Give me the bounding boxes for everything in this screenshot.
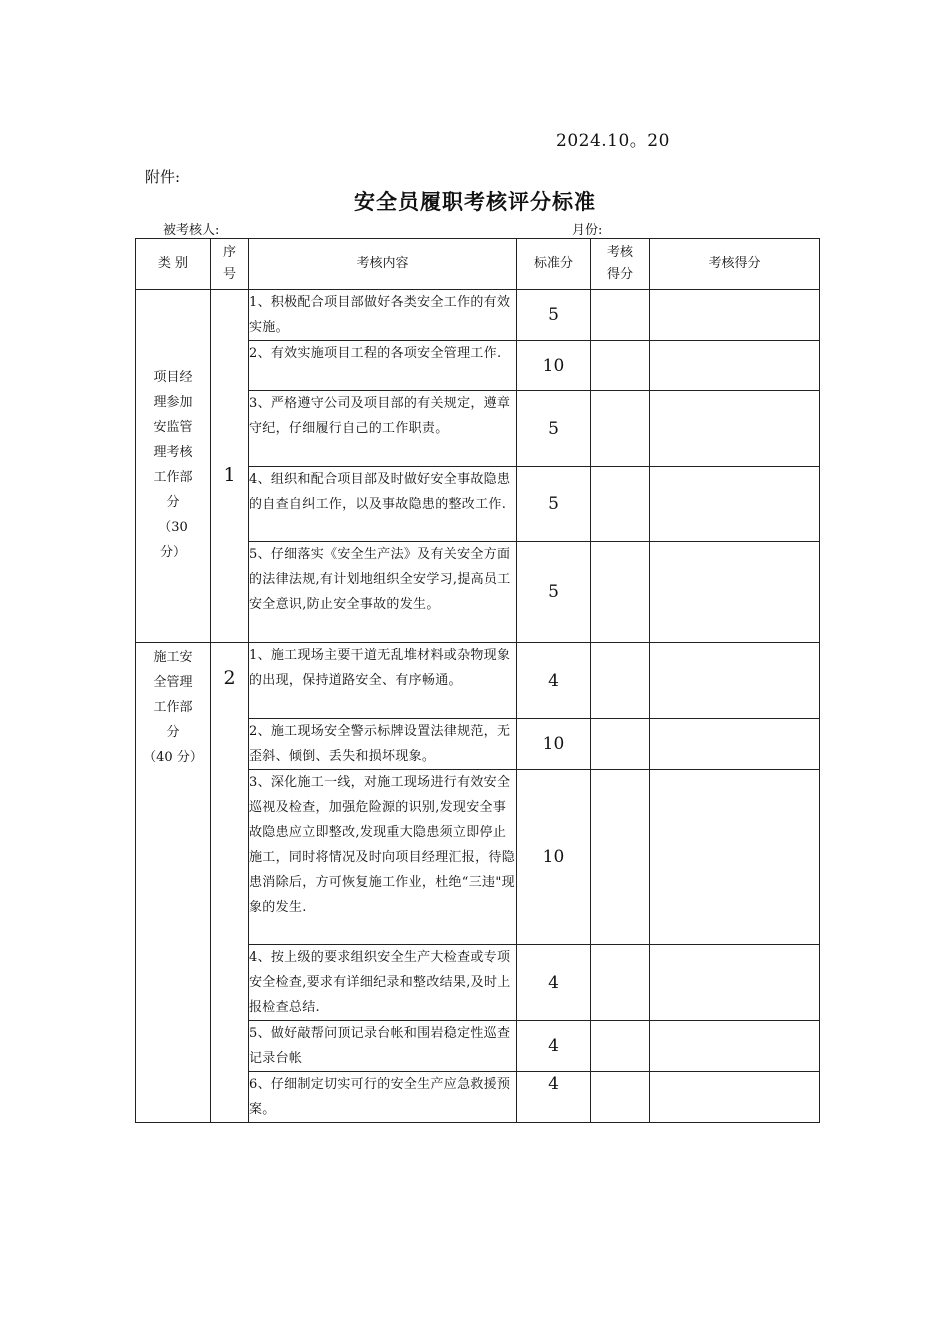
content-cell: 4、组织和配合项目部及时做好安全事故隐患的自查自纠工作，以及事故隐患的整改工作. [249,467,517,542]
review-score-cell[interactable] [591,542,650,643]
header-seq-bottom: 号 [222,267,236,282]
final-score-cell[interactable] [650,542,820,643]
review-score-cell[interactable] [591,643,650,719]
category-line: 分 [166,725,180,740]
content-cell: 4、按上级的要求组织安全生产大检查或专项安全检查,要求有详细纪录和整改结果,及时上报检查总结. [249,945,517,1021]
content-cell: 3、深化施工一线，对施工现场进行有效安全巡视及检查，加强危险源的识别,发现安全事故隐患应立即整改,发现重大隐患须立即停止施工，同时将情况及时向项目经理汇报，待隐患消除后，方可恢复施工作业，杜绝“三违"现象的发生. [249,770,517,945]
final-score-cell[interactable] [650,719,820,770]
final-score-cell[interactable] [650,341,820,391]
header-final-score: 考核得分 [650,239,820,290]
table-header-row [136,239,820,290]
review-score-cell[interactable] [591,290,650,341]
category-line: 项目经 [153,370,193,385]
standard-score-cell: 4 [517,1021,591,1072]
attachment-label: 附件: [145,168,181,186]
final-score-cell[interactable] [650,467,820,542]
category-line: 分 [166,495,180,510]
category-line: 分） [159,545,186,560]
final-score-cell[interactable] [650,945,820,1021]
examinee-label: 被考核人: [163,223,220,238]
seq-number: 1 [223,464,236,486]
standard-score-cell: 4 [517,945,591,1021]
review-score-cell[interactable] [591,391,650,467]
category-cell-1 [136,290,211,643]
seq-cell-2 [211,643,249,1123]
header-standard: 标准分 [517,239,591,290]
document-title: 安全员履职考核评分标准 [354,190,596,214]
content-cell: 1、积极配合项目部做好各类安全工作的有效实施。 [249,290,517,341]
standard-score-cell: 5 [517,467,591,542]
content-cell: 2、施工现场安全警示标牌设置法律规范，无歪斜、倾倒、丢失和损坏现象。 [249,719,517,770]
review-score-cell[interactable] [591,1072,650,1123]
category-line: 全管理 [153,675,193,690]
seq-number: 2 [223,667,236,689]
final-score-cell[interactable] [650,770,820,945]
review-score-cell[interactable] [591,1021,650,1072]
content-cell: 5、仔细落实《安全生产法》及有关安全方面的法律法规,有计划地组织全安学习,提高员工安全意识,防止安全事故的发生。 [249,542,517,643]
standard-score-cell: 10 [517,719,591,770]
final-score-cell[interactable] [650,643,820,719]
header-score-top: 考核 [606,245,633,260]
header-score-bottom: 得分 [606,267,633,282]
content-cell: 6、仔细制定切实可行的安全生产应急救援预案。 [249,1072,517,1123]
seq-cell-1 [211,290,249,643]
review-score-cell[interactable] [591,467,650,542]
category-line: （40 分） [143,750,203,765]
content-cell: 1、施工现场主要干道无乱堆材料或杂物现象的出现，保持道路安全、有序畅通。 [249,643,517,719]
standard-score-cell: 4 [517,1072,591,1123]
category-line: 工作部 [153,700,193,715]
category-line: 安监管 [153,420,193,435]
content-cell: 3、严格遵守公司及项目部的有关规定，遵章守纪，仔细履行自己的工作职责。 [249,391,517,467]
standard-score-cell: 5 [517,290,591,341]
final-score-cell[interactable] [650,1021,820,1072]
category-line: 理参加 [153,395,193,410]
standard-score-cell: 5 [517,542,591,643]
header-seq-top: 序 [222,245,236,260]
standard-score-cell: 10 [517,770,591,945]
header-seq [211,239,249,290]
header-content: 考核内容 [249,239,517,290]
header-category: 类 别 [136,239,211,290]
category-line: 工作部 [153,470,193,485]
review-score-cell[interactable] [591,719,650,770]
standard-score-cell: 10 [517,341,591,391]
content-cell: 5、做好敲帮问顶记录台帐和围岩稳定性巡查记录台帐 [249,1021,517,1072]
category-line: 理考核 [153,445,193,460]
table-row [136,290,820,341]
final-score-cell[interactable] [650,290,820,341]
header-score [591,239,650,290]
category-cell-2 [136,643,211,1123]
month-label: 月份: [572,223,603,238]
assessment-table [135,238,820,1123]
content-cell: 2、有效实施项目工程的各项安全管理工作. [249,341,517,391]
document-date: 2024.10。20 [556,131,670,151]
standard-score-cell: 4 [517,643,591,719]
review-score-cell[interactable] [591,945,650,1021]
category-line: 施工安 [153,650,193,665]
table-row [136,643,820,719]
final-score-cell[interactable] [650,391,820,467]
standard-score-cell: 5 [517,391,591,467]
final-score-cell[interactable] [650,1072,820,1123]
review-score-cell[interactable] [591,770,650,945]
category-line: （30 [158,520,188,535]
review-score-cell[interactable] [591,341,650,391]
